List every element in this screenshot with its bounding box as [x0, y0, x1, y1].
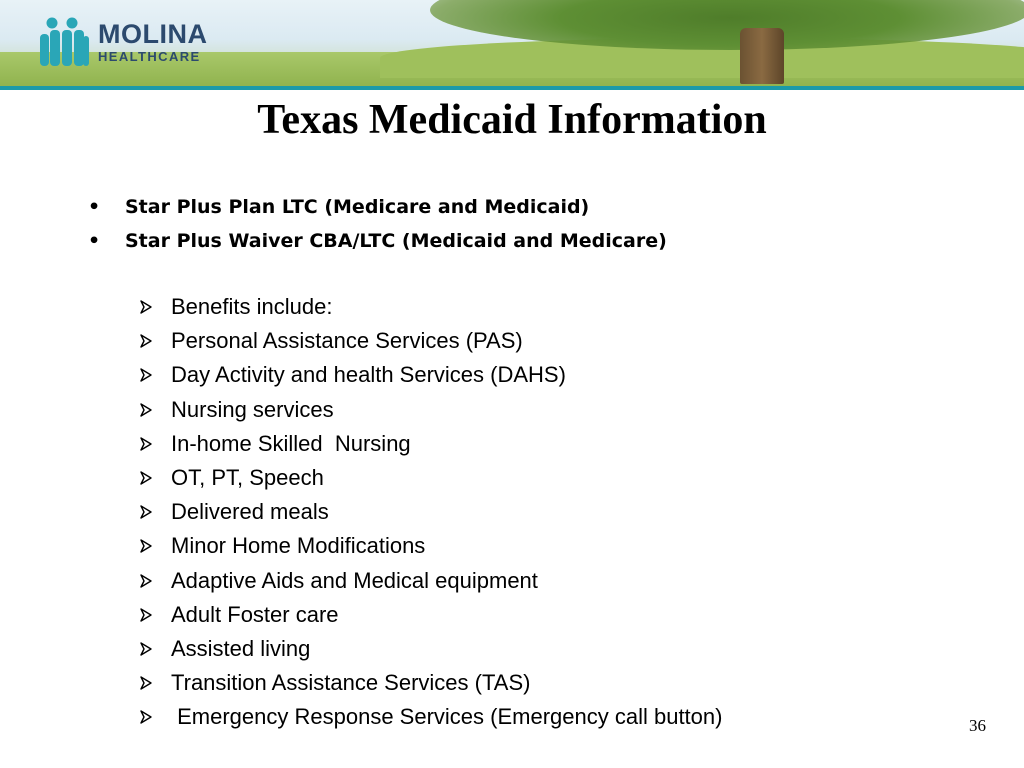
benefit-item: [138, 427, 722, 461]
benefit-item: [138, 393, 722, 427]
benefit-text: Personal Assistance Services (PAS): [171, 328, 523, 354]
benefit-item: [138, 461, 722, 495]
benefit-text: In-home Skilled Nursing: [171, 430, 411, 456]
slide-title: Texas Medicaid Information: [257, 97, 767, 143]
benefit-text: Transition Assistance Services (TAS): [171, 670, 531, 696]
arrow-bullet-icon: [138, 675, 171, 691]
bullet-dot-icon: •: [88, 196, 101, 218]
arrow-bullet-icon: [138, 709, 171, 725]
arrow-bullet-icon: [138, 607, 171, 623]
plan-bullet-text: Star Plus Plan LTC (Medicare and Medicaid): [125, 196, 590, 218]
benefit-text: Benefits include:: [171, 294, 333, 319]
benefit-text: Minor Home Modifications: [171, 533, 426, 559]
arrow-bullet-icon: [138, 436, 171, 452]
plan-bullet: [88, 190, 667, 224]
arrow-bullet-icon: [138, 333, 171, 349]
benefit-text: Day Activity and health Services (DAHS): [171, 362, 566, 388]
benefit-item: [138, 529, 722, 563]
arrow-bullet-icon: [138, 573, 171, 589]
plan-bullet: [88, 224, 667, 258]
benefit-text: Adult Foster care: [171, 601, 339, 627]
benefit-item: [138, 632, 722, 666]
banner-divider: [0, 86, 1024, 90]
arrow-bullet-icon: [138, 538, 171, 554]
benefit-text: Nursing services: [171, 396, 334, 422]
arrow-bullet-icon: [138, 641, 171, 657]
logo-subtitle: HEALTHCARE: [98, 49, 201, 64]
plan-bullet-list: [88, 190, 667, 258]
arrow-bullet-icon: [138, 504, 171, 520]
benefit-item: [138, 358, 722, 392]
benefit-text: OT, PT, Speech: [171, 464, 324, 490]
logo-name: MOLINA: [98, 19, 208, 49]
benefit-text: Emergency Response Services (Emergency call button): [171, 704, 723, 730]
arrow-bullet-icon: [138, 470, 171, 486]
benefit-item: [138, 290, 722, 324]
arrow-bullet-icon: [138, 299, 171, 315]
molina-logo: [36, 14, 207, 70]
arrow-bullet-icon: [138, 367, 171, 383]
benefits-list: [138, 290, 722, 734]
benefit-item: [138, 564, 722, 598]
benefit-text: Assisted living: [171, 635, 311, 661]
benefit-item: [138, 495, 722, 529]
page-number: 36: [969, 716, 986, 735]
benefit-item: [138, 324, 722, 358]
benefit-item: [138, 700, 722, 734]
benefit-text: Delivered meals: [171, 499, 329, 525]
benefit-item: [138, 598, 722, 632]
plan-bullet-text: Star Plus Waiver CBA/LTC (Medicaid and Medicare): [125, 230, 667, 252]
benefit-text: Adaptive Aids and Medical equipment: [171, 567, 538, 593]
arrow-bullet-icon: [138, 402, 171, 418]
people-logo-icon: [36, 16, 92, 68]
bullet-dot-icon: •: [88, 230, 101, 252]
tree-trunk-image: [740, 28, 784, 84]
benefit-item: [138, 666, 722, 700]
